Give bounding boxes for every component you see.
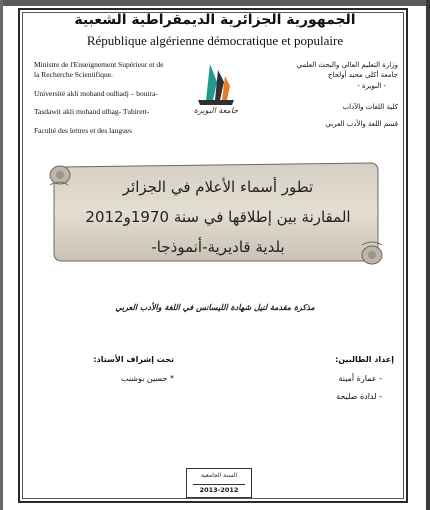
city-ar: - البويرة - — [357, 82, 386, 90]
ministry-ar: وزارة التعليم العالي والبحث العلمي — [296, 61, 398, 69]
memo-subtitle: مذكرة مقدمة لنيل شهادة الليسانس في اللغة والأدب العربي — [115, 303, 315, 312]
university-fr-line-1: Université akli mohand oulhadj – bouira- — [34, 89, 158, 98]
student-name-2: - لدادة صليحة — [336, 392, 382, 401]
header-title-french: République algérienne démocratique et populaire — [86, 33, 344, 48]
ministry-fr-line-2: la Recherche Scientifique. — [34, 70, 113, 79]
left-border-bar — [0, 0, 3, 510]
right-scrollbar[interactable] — [426, 0, 430, 510]
logo-caption: جامعة البويرة — [193, 106, 239, 115]
academic-year-value: 2013-2012 — [199, 486, 239, 494]
header-title-arabic: الجمهورية الجزائرية الديمقراطية الشعبية — [74, 12, 356, 28]
department-ar: قسم اللغة والأدب العربي — [325, 120, 398, 128]
faculty-ar: كلية اللغات والآداب — [342, 103, 398, 111]
university-ar: جامعة أكلي محند أولحاج — [327, 71, 398, 79]
academic-year-divider — [193, 484, 245, 485]
ministry-fr-line-1: Ministre de l'Enseignement Supérieur et de — [34, 60, 164, 69]
scroll-title-line-1: تطور أسماء الأعلام في الجزائر — [122, 178, 314, 196]
university-logo — [190, 60, 242, 112]
student-name-1: - عمارة أمينة — [338, 374, 382, 383]
supervisor-label: تحت إشراف الأستاذ: — [93, 355, 174, 364]
university-logo-icon — [190, 60, 242, 112]
university-fr-line-2: Tasdawit akli mohand ulhag- Tubirett- — [34, 107, 150, 116]
academic-year-label: السنة الجامعية — [200, 472, 238, 479]
faculty-fr: Faculté des lettres et des langues — [34, 126, 133, 135]
scroll-title-line-3: بلدية قاديرية-أنموذجا- — [151, 238, 285, 256]
supervisor-name: * حسين بوشنب — [120, 374, 174, 383]
top-border-bar — [0, 0, 430, 6]
academic-year-box — [186, 468, 252, 498]
scroll-title-line-2: المقارنة بين إطلاقها في سنة 1970و2012 — [85, 208, 351, 226]
students-label: إعداد الطالبين: — [335, 355, 394, 364]
